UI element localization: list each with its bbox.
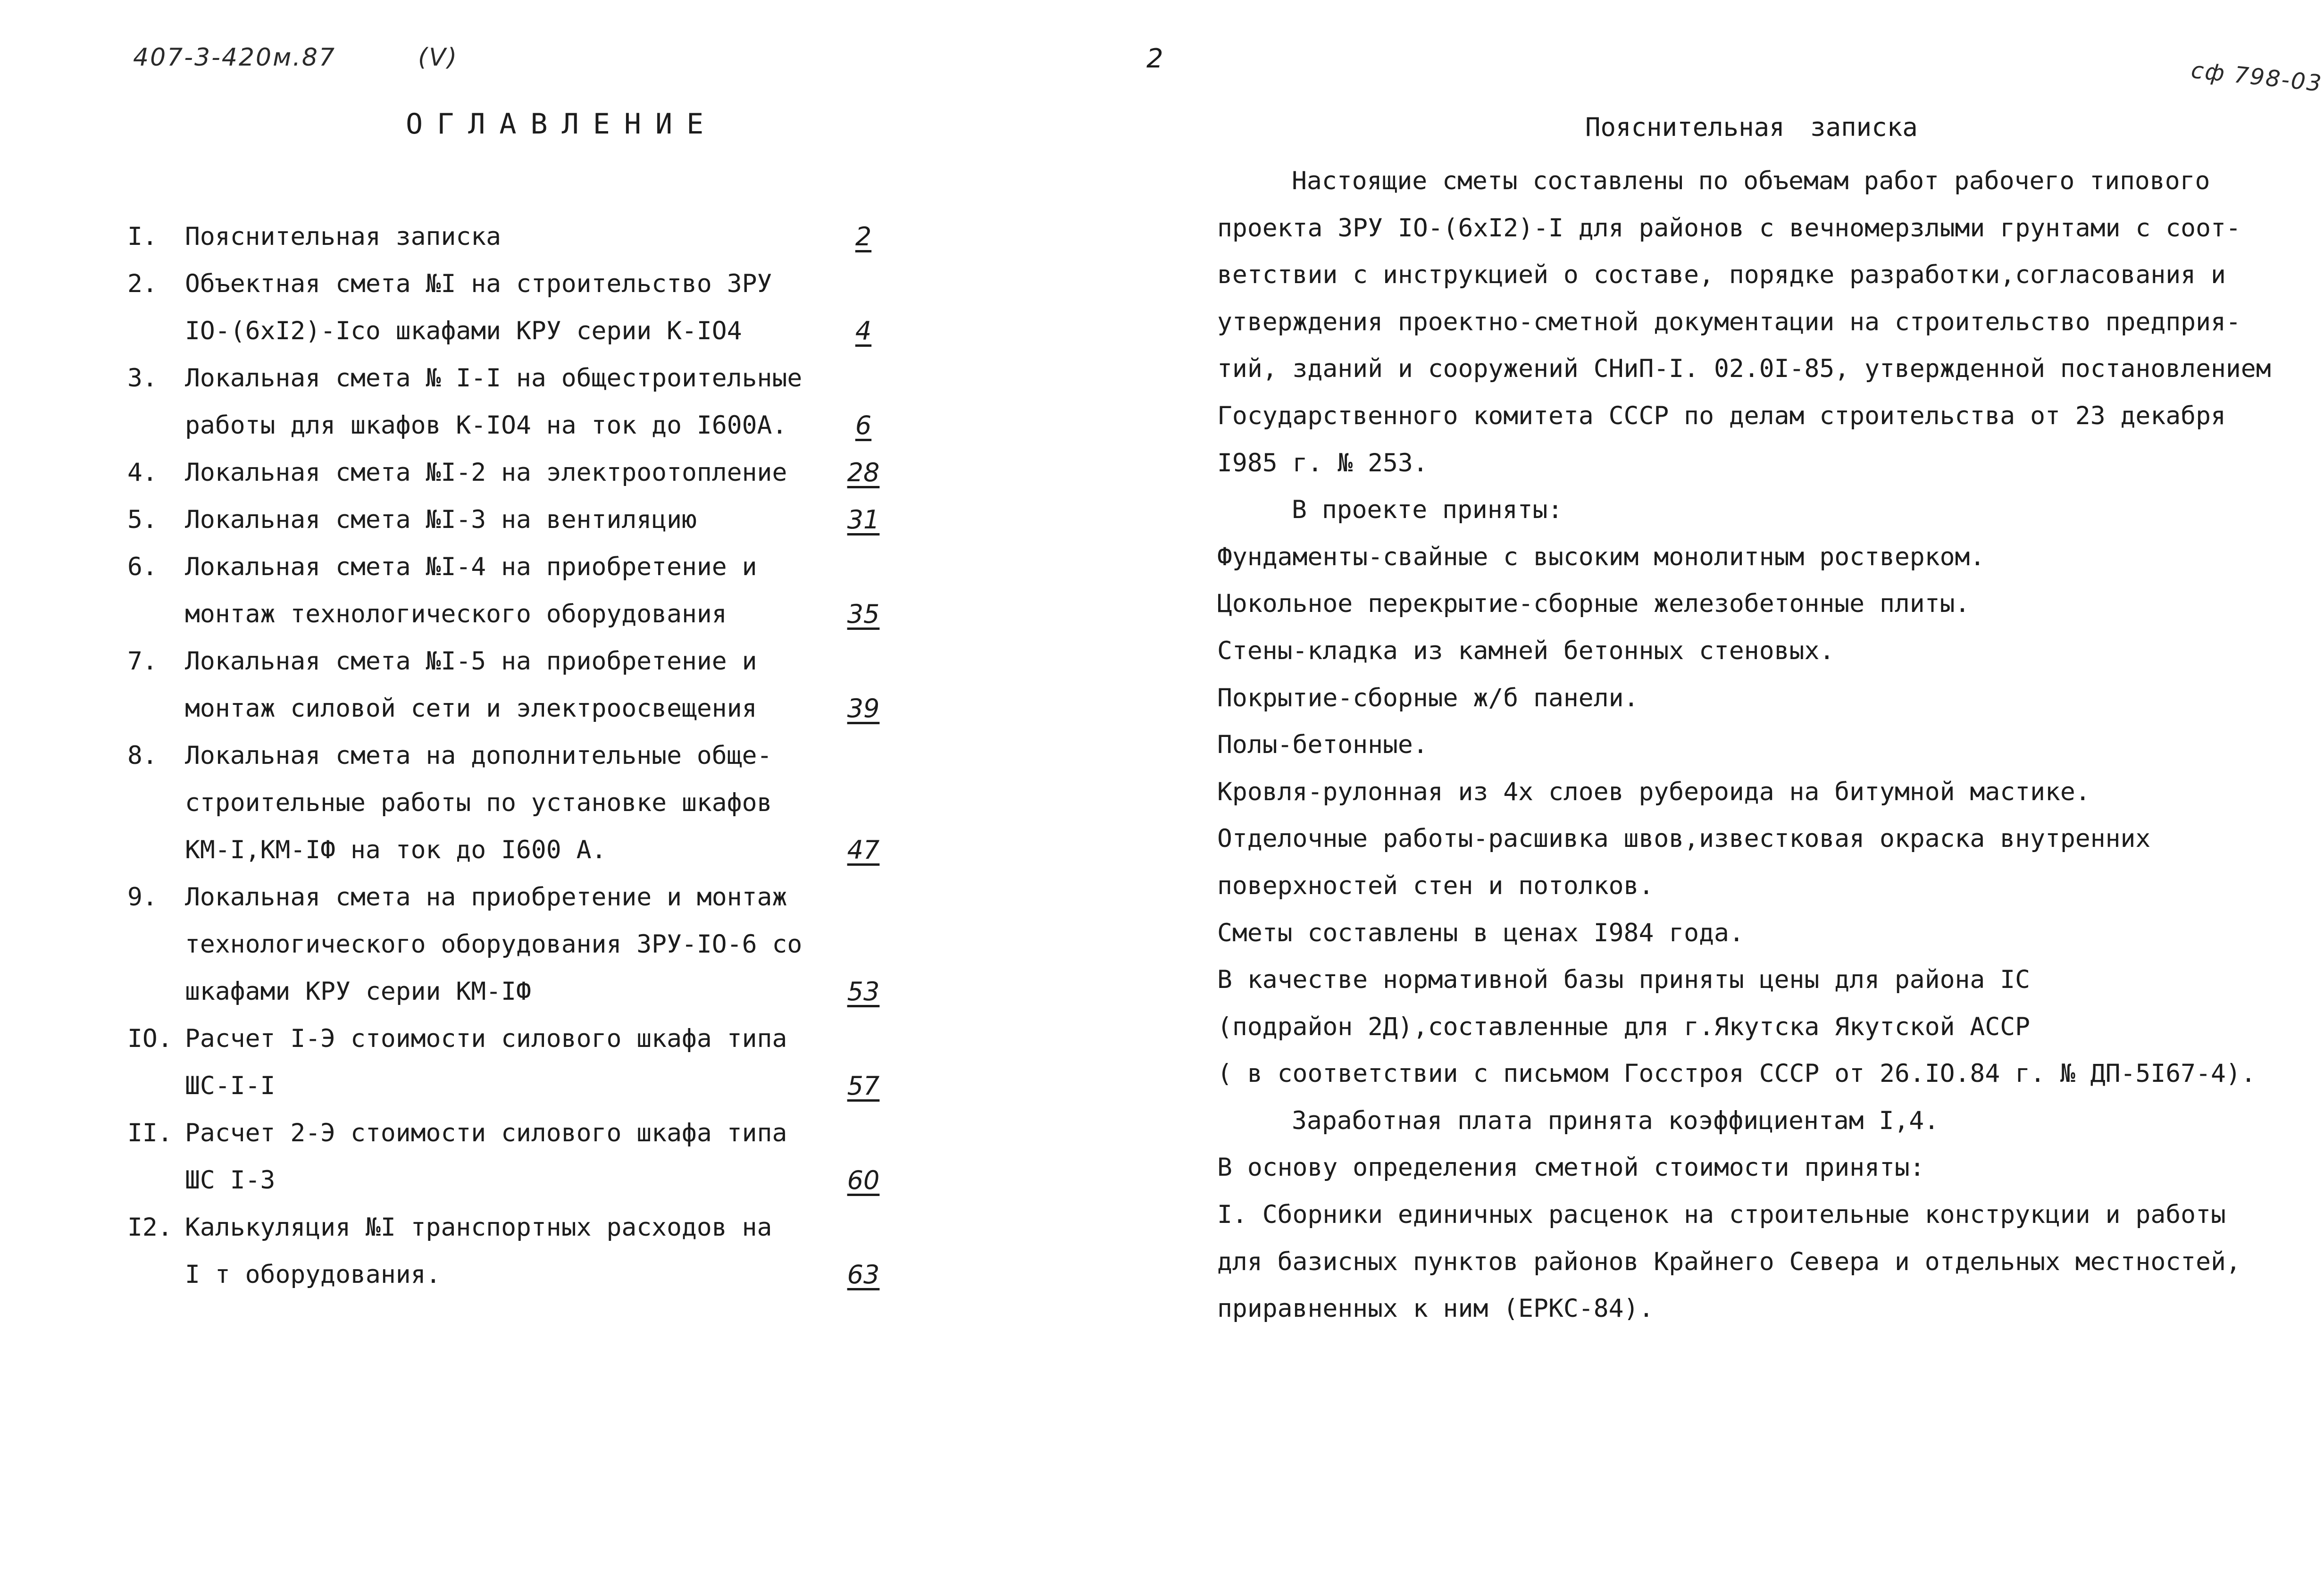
note-line: Стены-кладка из камней бетонных стеновых.	[1217, 636, 1835, 665]
toc-item-text: Пояснительная записка	[185, 222, 502, 251]
note-line: поверхностей стен и потолков.	[1217, 871, 1654, 900]
note-line: В проекте приняты:	[1292, 495, 1563, 525]
toc-item-page: 35	[847, 599, 880, 629]
toc-item-number: 9.	[127, 883, 158, 912]
toc-item[interactable]	[127, 355, 892, 449]
toc-line	[127, 544, 892, 591]
toc-item[interactable]	[127, 449, 892, 496]
toc-item-text: ШС I-3	[185, 1166, 276, 1195]
toc-item-page: 39	[847, 694, 880, 723]
toc-item-number: II.	[127, 1119, 173, 1147]
note-line: Государственного комитета СССР по делам строительства от 23 декабря	[1217, 401, 2226, 430]
note-line: В основу определения сметной стоимости приняты:	[1217, 1153, 1925, 1182]
table-of-contents	[127, 213, 892, 1298]
toc-item-page: 2	[855, 222, 872, 251]
toc-item-text: Локальная смета на дополнительные обще-	[185, 741, 772, 770]
note-line: Настоящие сметы составлены по объемам работ рабочего типового	[1292, 167, 2210, 195]
note-line: ( в соответствии с письмом Госстроя СССР от 26.IO.84 г. № ДП-5I67-4).	[1217, 1059, 2256, 1088]
left-page	[0, 0, 1151, 1581]
toc-item[interactable]	[127, 1110, 892, 1204]
toc-line	[127, 1251, 892, 1298]
toc-item-page: 53	[847, 977, 880, 1006]
note-line: Цокольное перекрытие-сборные железобетонные плиты.	[1217, 589, 1970, 619]
toc-item-text: КМ-I,КМ-IФ на ток до I600 А.	[185, 836, 607, 864]
toc-line	[127, 1204, 892, 1251]
note-line: тий, зданий и сооружений СНиП-I. 02.0I-85, утвержденной постановлением	[1217, 354, 2271, 384]
note-line: Заработная плата принята коэффициентам I,4.	[1292, 1106, 1939, 1135]
toc-item-text: Локальная смета №I-2 на электроотопление	[185, 458, 787, 487]
toc-item[interactable]	[127, 638, 892, 732]
toc-item-text: Объектная смета №I на строительство ЗРУ	[185, 269, 772, 298]
toc-line	[127, 213, 892, 260]
toc-item-number: 5.	[127, 505, 158, 534]
toc-line	[127, 496, 892, 544]
toc-item-page: 31	[847, 505, 880, 535]
toc-item[interactable]	[127, 213, 892, 260]
toc-item[interactable]	[127, 260, 892, 355]
note-line: Отделочные работы-расшивка швов,известковая окраска внутренних	[1217, 824, 2151, 853]
toc-item-text: Локальная смета № I-I на общестроительные	[185, 364, 803, 393]
note-line: утверждения проектно-сметной документации на строительство предприя-	[1217, 307, 2241, 336]
toc-item[interactable]	[127, 1204, 892, 1298]
explanatory-note-body	[1217, 158, 2293, 1332]
toc-item-text: Расчет I-Э стоимости силового шкафа типа	[185, 1024, 787, 1053]
toc-item-page: 63	[847, 1260, 880, 1289]
toc-item-text: Локальная смета на приобретение и монтаж	[185, 883, 787, 912]
toc-item[interactable]	[127, 1015, 892, 1110]
toc-item[interactable]	[127, 732, 892, 874]
toc-title: ОГЛАВЛЕНИЕ	[406, 108, 718, 141]
toc-item-text: ШС-I-I	[185, 1071, 276, 1100]
toc-item-text: технологического оборудования ЗРУ-IO-6 со	[185, 930, 803, 959]
toc-item-text: строительные работы по установке шкафов	[185, 788, 772, 817]
toc-item[interactable]	[127, 874, 892, 1015]
toc-item-page: 6	[855, 410, 872, 440]
toc-item-text: монтаж силовой сети и электроосвещения	[185, 694, 757, 723]
note-line: Сметы составлены в ценах I984 года.	[1217, 918, 1744, 947]
toc-item-text: IO-(6xI2)-Iсо шкафами КРУ серии К-IO4	[185, 317, 742, 345]
toc-line	[127, 402, 892, 449]
toc-item-text: Калькуляция №I транспортных расходов на	[185, 1213, 772, 1242]
toc-item-number: I.	[127, 222, 158, 251]
toc-item-page: 28	[847, 458, 880, 487]
toc-item-number: 3.	[127, 364, 158, 393]
toc-line	[127, 308, 892, 355]
toc-line	[127, 1157, 892, 1204]
toc-line	[127, 827, 892, 874]
toc-item-page: 4	[855, 316, 872, 346]
toc-item-text: Локальная смета №I-5 на приобретение и	[185, 647, 757, 676]
note-line: Полы-бетонные.	[1217, 730, 1428, 760]
page-number: 2	[1146, 43, 1163, 74]
document-code: 407-3-420м.87	[133, 43, 336, 72]
toc-line	[127, 260, 892, 308]
document-version: (V)	[418, 43, 459, 72]
toc-line	[127, 591, 892, 638]
toc-item-text: Локальная смета №I-3 на вентиляцию	[185, 505, 697, 534]
toc-item-text: работы для шкафов К-IO4 на ток до I600А.	[185, 411, 787, 440]
toc-line	[127, 685, 892, 732]
toc-item-page: 47	[847, 835, 880, 865]
note-line: Фундаменты-свайные с высоким монолитным ростверком.	[1217, 542, 1985, 571]
toc-item-text: Расчет 2-Э стоимости силового шкафа типа	[185, 1119, 787, 1147]
note-line: проекта ЗРУ IO-(6xI2)-I для районов с вечномерзлыми грунтами с соот-	[1217, 213, 2241, 243]
toc-line	[127, 638, 892, 685]
toc-item-number: 7.	[127, 647, 158, 676]
toc-line	[127, 921, 892, 968]
toc-line	[127, 1015, 892, 1062]
toc-item-number: 8.	[127, 741, 158, 770]
toc-item[interactable]	[127, 544, 892, 638]
toc-line	[127, 874, 892, 921]
toc-line	[127, 1062, 892, 1110]
toc-item-text: I т оборудования.	[185, 1260, 441, 1289]
note-line: I985 г. № 253.	[1217, 448, 1428, 477]
note-line: ветствии с инструкцией о составе, порядке разработки,согласования и	[1217, 260, 2226, 290]
toc-line	[127, 449, 892, 496]
note-line: приравненных к ним (ЕРКС-84).	[1217, 1294, 1654, 1323]
toc-line	[127, 1110, 892, 1157]
note-line: В качестве нормативной базы приняты цены для района IС	[1217, 965, 2031, 995]
toc-item-number: I2.	[127, 1213, 173, 1242]
toc-item-number: 4.	[127, 458, 158, 487]
toc-item-number: 6.	[127, 552, 158, 581]
toc-item-page: 60	[847, 1165, 880, 1195]
explanatory-note-title: Пояснительная записка	[1585, 112, 1918, 142]
toc-line	[127, 355, 892, 402]
toc-item-text: шкафами КРУ серии КМ-IФ	[185, 977, 531, 1006]
note-line: (подрайон 2Д),составленные для г.Якутска Якутской АССР	[1217, 1012, 2031, 1041]
toc-item[interactable]	[127, 496, 892, 544]
toc-item-number: 2.	[127, 269, 158, 298]
toc-item-text: Локальная смета №I-4 на приобретение и	[185, 552, 757, 581]
right-page	[1146, 0, 2324, 1581]
archive-mark: сф 798-03	[2190, 57, 2324, 97]
toc-item-page: 57	[847, 1071, 880, 1101]
toc-line	[127, 732, 892, 779]
toc-item-text: монтаж технологического оборудования	[185, 600, 727, 628]
note-line: Покрытие-сборные ж/б панели.	[1217, 683, 1639, 712]
toc-line	[127, 779, 892, 827]
toc-item-number: IO.	[127, 1024, 173, 1053]
toc-line	[127, 968, 892, 1015]
note-line: I. Сборники единичных расценок на строительные конструкции и работы	[1217, 1200, 2226, 1230]
note-line: Кровля-рулонная из 4х слоев рубероида на битумной мастике.	[1217, 777, 2090, 806]
note-line: для базисных пунктов районов Крайнего Севера и отдельных местностей,	[1217, 1247, 2241, 1276]
